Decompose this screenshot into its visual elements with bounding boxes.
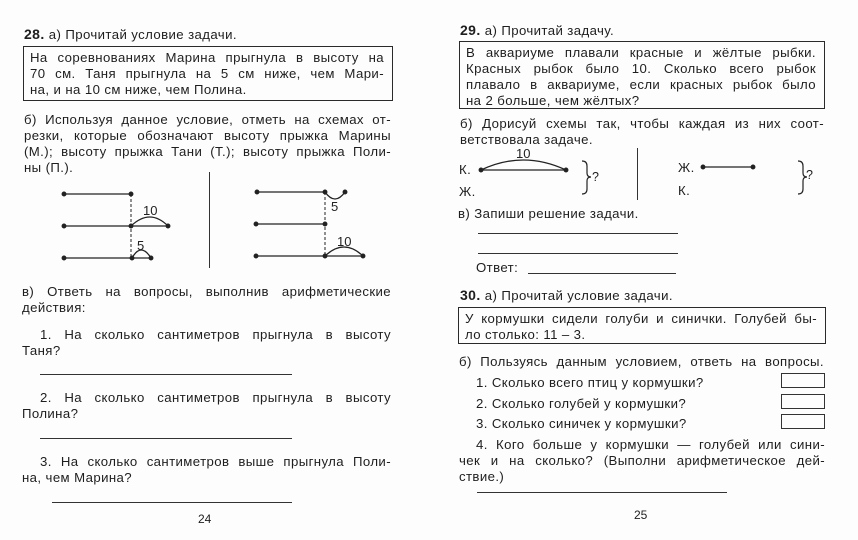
answer-box[interactable]	[781, 414, 825, 429]
question-line: ствие.)	[459, 469, 505, 484]
task-number: 30.	[460, 287, 481, 303]
condition-line: ло столько: 11 – 3.	[465, 327, 586, 342]
question-line: 1. На сколько сантиметров прыгнула в высоту	[40, 327, 391, 342]
instruction-line: б) Пользуясь данным условием, ответь на вопросы.	[459, 354, 824, 369]
task-part-a: а) Прочитай условие задачи.	[48, 27, 237, 42]
condition-line: 70 см. Таня прыгнула на 5 см ниже, чем Мари-	[30, 66, 384, 81]
task-28-header	[24, 26, 237, 43]
page-number: 25	[634, 508, 648, 522]
instruction-line: ветствовала задаче.	[460, 132, 593, 147]
instruction-line: б) Используя данное условие, отметь на схемах от-	[24, 112, 391, 127]
answer-line[interactable]	[528, 273, 676, 274]
answer-label: Ответ:	[476, 260, 519, 275]
arc-label: 5	[137, 238, 145, 253]
task-part-a: а) Прочитай условие задачи.	[484, 288, 673, 303]
answer-line[interactable]	[40, 438, 292, 439]
answer-line[interactable]	[40, 374, 292, 375]
task-number: 29.	[460, 22, 481, 38]
task-29-part-b	[460, 116, 824, 148]
task-number: 28.	[24, 26, 45, 42]
scheme-label: К.	[459, 162, 472, 177]
answer-box[interactable]	[781, 394, 825, 409]
arc-label: 10	[516, 146, 531, 161]
task-29-header	[460, 22, 614, 39]
question-line: 3. На сколько сантиметров выше прыгнула Поли-	[40, 454, 391, 469]
fish-scheme-2	[700, 160, 760, 174]
question-mark: ?	[806, 168, 813, 182]
scheme-label: К.	[678, 183, 691, 198]
instruction-line: б) Дорисуй схемы так, чтобы каждая из них соот-	[460, 116, 824, 131]
task-part-a: а) Прочитай задачу.	[484, 23, 615, 38]
scheme-divider	[637, 148, 638, 200]
question-line: Таня?	[22, 343, 61, 358]
question-mark: ?	[592, 170, 599, 184]
arc-label: 5	[331, 199, 339, 214]
answer-line[interactable]	[52, 502, 292, 503]
answer-box[interactable]	[781, 373, 825, 388]
instruction-line: резки, которые обозначают высоту прыжка Марины	[24, 128, 391, 143]
question-item	[22, 390, 391, 422]
instruction-line: ны (П.).	[24, 160, 74, 175]
instruction-line: (М.); высоту прыжка Тани (Т.); высоту прыжка Поли-	[24, 144, 391, 159]
arc-10	[131, 217, 168, 226]
task-28-part-v	[22, 284, 391, 316]
solution-line[interactable]	[478, 233, 678, 234]
task-30-part-b	[459, 354, 824, 370]
scheme-divider	[209, 172, 210, 268]
question-item: 1. Сколько всего птиц у кормушки?	[476, 375, 704, 390]
question-item	[22, 454, 391, 486]
segment-scheme-1	[0, 170, 210, 270]
fish-scheme-1	[480, 148, 590, 198]
question-line: 4. Кого больше у кормушки — голубей или сини-	[476, 437, 825, 452]
question-4	[459, 437, 825, 485]
task-29-part-v: в) Запиши решение задачи.	[458, 206, 639, 221]
question-item: 3. Сколько синичек у кормушки?	[476, 416, 687, 431]
question-line: чек и на сколько? (Выполни арифметическое дей-	[459, 453, 825, 468]
instruction-line: действия:	[22, 300, 86, 315]
arc-10	[481, 160, 566, 170]
condition-line: У кормушки сидели голуби и синички. Голубей бы-	[465, 311, 817, 326]
arc-label: 10	[337, 234, 352, 249]
condition-line: На соревнованиях Марина прыгнула в высоту на	[30, 50, 384, 65]
question-item: 2. Сколько голубей у кормушки?	[476, 396, 687, 411]
condition-line: на, и на 10 см ниже, чем Полина.	[30, 82, 247, 97]
instruction-line: в) Ответь на вопросы, выполнив арифметические	[22, 284, 391, 299]
question-line: на, чем Марина?	[22, 470, 132, 485]
task-30-condition-box	[458, 307, 826, 344]
solution-line[interactable]	[478, 253, 678, 254]
arc-5	[325, 192, 345, 199]
segment-scheme-2	[220, 170, 420, 270]
task-30-header	[460, 287, 673, 304]
arc-label: 10	[143, 203, 158, 218]
task-28-part-b	[24, 112, 391, 176]
question-line: 2. На сколько сантиметров прыгнула в высоту	[40, 390, 391, 405]
condition-line: на 2 больше, чем жёлтых?	[466, 93, 640, 108]
scheme-label: Ж.	[678, 160, 695, 175]
condition-line: Красных рыбок было 10. Сколько всего рыбок	[466, 61, 816, 76]
condition-line: плавало в аквариуме, если красных рыбок было	[466, 77, 816, 92]
task-29-condition-box	[459, 41, 825, 109]
question-line: Полина?	[22, 406, 79, 421]
question-item	[22, 327, 391, 359]
task-28-condition-box	[23, 46, 393, 101]
page-number: 24	[198, 512, 212, 526]
condition-line: В аквариуме плавали красные и жёлтые рыбки.	[466, 45, 816, 60]
scheme-label: Ж.	[459, 184, 476, 199]
answer-line[interactable]	[477, 492, 727, 493]
